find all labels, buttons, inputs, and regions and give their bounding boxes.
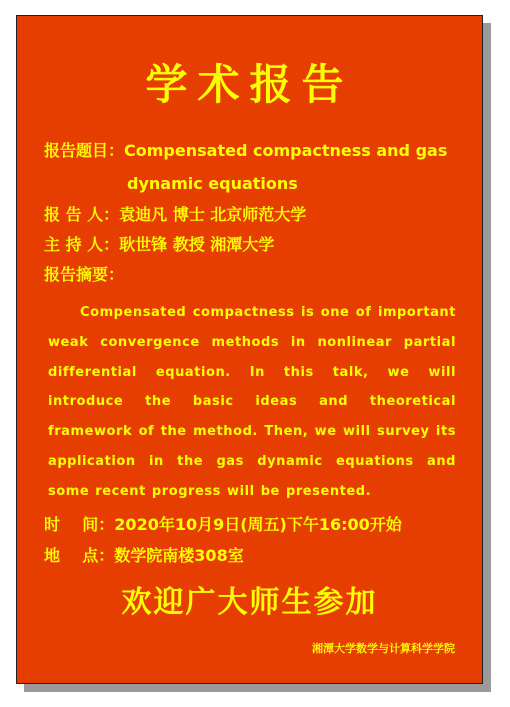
time-label: 时 间： — [44, 515, 115, 534]
poster — [16, 15, 483, 684]
poster-title: 学术报告 — [145, 60, 354, 109]
time-value: 2020年10月9日(周五)下午16:00开始 — [114, 515, 402, 534]
topic-line2: dynamic equations — [127, 174, 298, 193]
footer-organizer: 湘潭大学数学与计算科学学院 — [312, 642, 455, 655]
speaker-row — [44, 207, 306, 223]
place-row — [44, 548, 244, 564]
abstract-text: Compensated compactness is one of important weak convergence methods in nonlinear partial differential equation. In this talk, we will introduce the basic ideas and theoretical framework of the method. Then, we will survey its application in the gas dynamic equations and some recent progress will be presented. — [48, 305, 456, 499]
topic-label: 报告题目： — [44, 141, 125, 160]
topic-row — [44, 143, 447, 159]
time-row — [44, 517, 402, 533]
host-label: 主 持 人： — [44, 235, 120, 254]
host-row — [44, 237, 274, 253]
abstract-label: 报告摘要： — [44, 265, 125, 284]
speaker-label: 报 告 人： — [44, 205, 120, 224]
place-value: 数学院南楼308室 — [114, 546, 244, 565]
topic-line1: Compensated compactness and gas — [124, 141, 448, 160]
place-label: 地 点： — [44, 546, 115, 565]
welcome-text: 欢迎广大师生参加 — [121, 585, 378, 620]
speaker-value: 袁迪凡 博士 北京师范大学 — [119, 205, 307, 224]
host-value: 耿世锋 教授 湘潭大学 — [119, 235, 275, 254]
